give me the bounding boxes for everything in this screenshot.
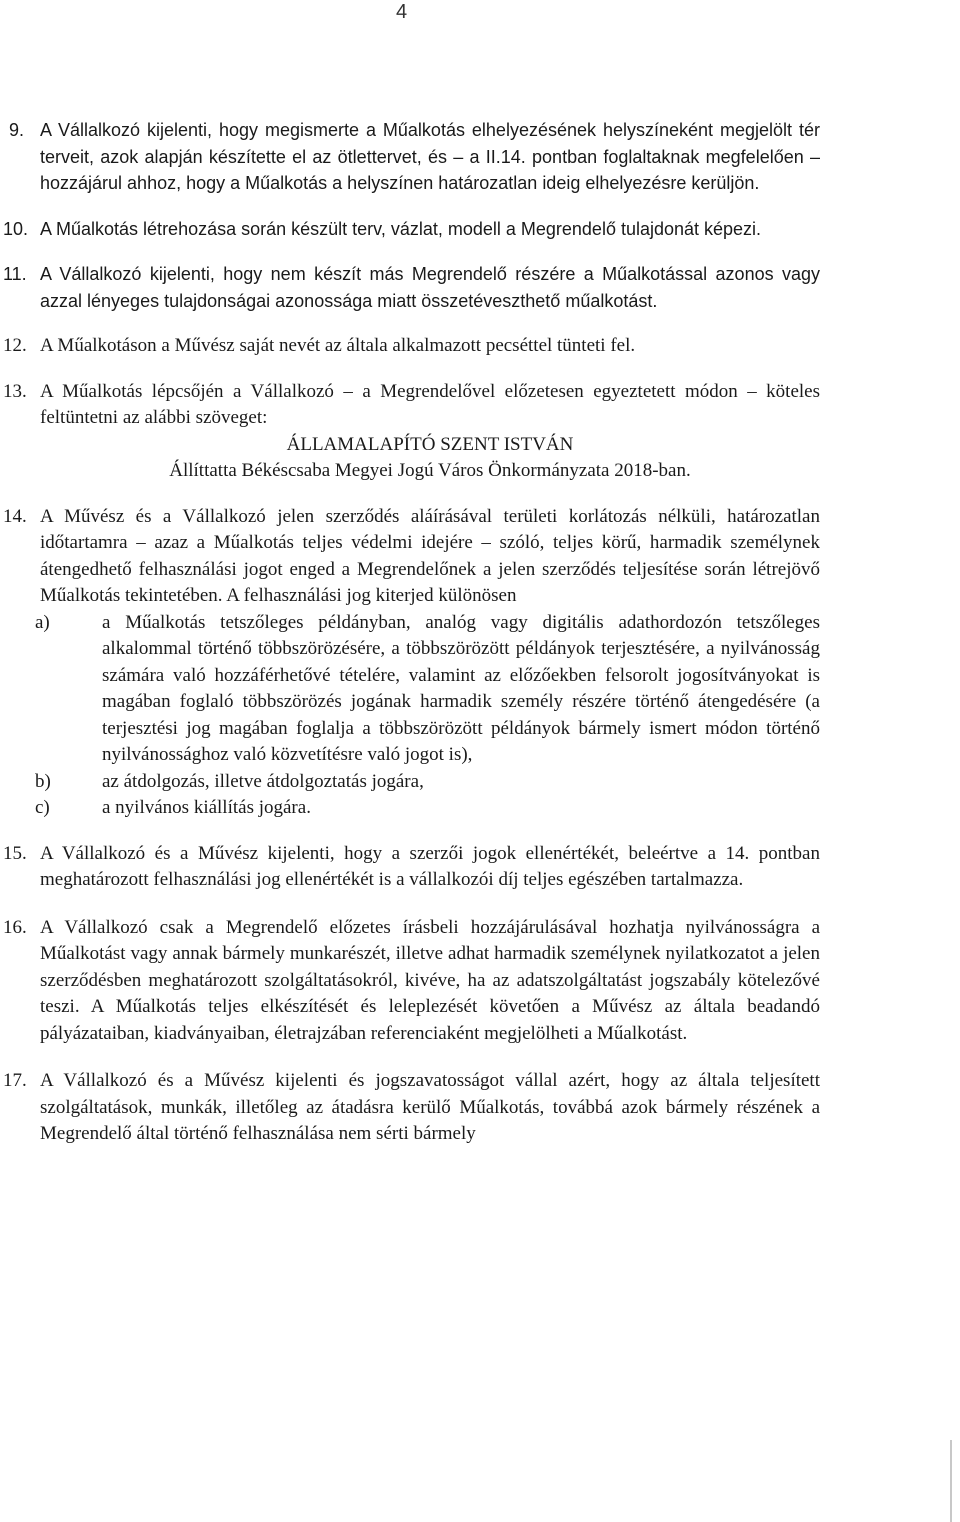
clause-text: A Vállalkozó kijelenti, hogy nem készít más Megrendelő részére a Műalkotással azonos vagy azzal lényeges tulajdonságai azonossága miatt összetéveszthető műalkotást. <box>40 264 820 311</box>
clause-9 <box>0 117 960 197</box>
subitem-text: a nyilvános kiállítás jogára. <box>102 797 311 818</box>
page-number: 4 <box>396 1 408 23</box>
clause-text: A Műalkotás lépcsőjén a Vállalkozó – a Megrendelővel előzetesen egyeztetett módon – köteles feltüntetni az alábbi szöveget: <box>40 380 820 428</box>
clause-number: 16. <box>3 916 27 938</box>
subitem-text: az átdolgozás, illetve átdolgoztatás jogára, <box>102 770 424 792</box>
subitem-a <box>35 610 820 769</box>
clause-11 <box>0 261 960 314</box>
clause-text: A Vállalkozó és a Művész kijelenti és jogszavatosságot vállal azért, hogy az általa teljesített szolgáltatások, munkák, illetőleg az átadásra kerülő Műalkotás, továbbá azok bármely részének a Megrendelő által történő felhasználása nem sérti bármely <box>40 1070 820 1144</box>
clause-14 <box>0 504 960 822</box>
clause-text: A Művész és a Vállalkozó jelen szerződés aláírásával területi korlátozás nélküli, határozatlan időtartamra – azaz a Műalkotás teljes védelmi idejére – szóló, teljes körű, harmadik személynek átengedhető felhasználási jogot enged a Megrendelőnek a jelen szerződés teljesítése során létrejövő Műalkotás tekintetében. A felhasználási jog kiterjed különösen <box>40 505 820 606</box>
clause-number: 9. <box>9 120 25 140</box>
clause-text: A Műalkotáson a Művész saját nevét az általa alkalmazott pecséttel tünteti fel. <box>40 335 636 356</box>
clause-15 <box>0 841 960 894</box>
document-body <box>0 117 960 1148</box>
subitem-text: a Műalkotás tetszőleges példányban, analóg vagy digitális adathordozón tetszőleges alkalommal történő többszörözésére, a többszörözött példányok terjesztésére, a nyilvánosság számára való hozzáférhetővé tételére, valamint az előzőekben felsorolt jogosítványokat is magában foglaló többszörözés jogának harmadik személy részére történő átengedésére (a terjesztési jog magában foglalja a többszörözött példányok bármely ismert módon történő nyilvánossághoz való közvetítésre való jogot is), <box>102 611 820 765</box>
clause-number: 17. <box>3 1070 27 1091</box>
clause-12 <box>0 333 960 360</box>
clause-number: 11. <box>3 264 27 284</box>
clause-text: A Vállalkozó kijelenti, hogy megismerte a Műalkotás elhelyezésének helyszíneként megjelölt tér terveit, azok alapján készítette el az ötlettervet, és – a II.14. pontban foglaltaknak megfelelően – hozzájárul ahhoz, hogy a Műalkotás a helyszínen határozatlan ideig elhelyezésre kerüljön. <box>40 120 820 193</box>
clause-number: 14. <box>3 505 27 527</box>
subitem-letter: a) <box>35 611 50 633</box>
clause-16 <box>0 915 960 1048</box>
subitem-c <box>35 795 820 822</box>
clause-text: A Vállalkozó csak a Megrendelő előzetes írásbeli hozzájárulásával hozhatja nyilvánosságra a Műalkotást vagy annak bármely munkarészét, illetve adhat harmadik személynek nyilatkozatot a jelen szerződésben meghatározott szolgáltatásokról, kivéve, ha az adatszolgáltatást jogszabály kötelezővé teszi. A Műalkotás teljes elkészítését és leleplezését követően a Művész az általa beadandó pályázataiban, kiadványaiban, életrajzában referenciaként megjelölheti a Műalkotást. <box>40 916 820 1044</box>
inscription-title: ÁLLAMALAPÍTÓ SZENT ISTVÁN <box>286 433 574 455</box>
clause-text: A Vállalkozó és a Művész kijelenti, hogy a szerzői jogok ellenértékét, beleértve a 14. pontban meghatározott felhasználási jog ellenértékét is a vállalkozói díj teljes egészében tartalmazza. <box>40 842 820 890</box>
clause-number: 15. <box>3 842 27 864</box>
clause-17 <box>0 1068 960 1148</box>
scan-margin-line <box>950 1440 952 1522</box>
subitem-letter: c) <box>35 797 50 818</box>
clause-10 <box>0 216 960 243</box>
clause-number: 13. <box>3 380 27 402</box>
subitem-letter: b) <box>35 770 51 792</box>
clause-number: 10. <box>3 218 29 239</box>
subitem-b <box>35 769 820 796</box>
inscription-subtitle: Állíttatta Békéscsaba Megyei Jogú Város Önkormányzata 2018-ban. <box>169 460 691 481</box>
clause-text: A Műalkotás létrehozása során készült terv, vázlat, modell a Megrendelő tulajdonát képezi. <box>40 218 762 239</box>
clause-13 <box>0 379 960 485</box>
clause-number: 12. <box>3 335 27 356</box>
